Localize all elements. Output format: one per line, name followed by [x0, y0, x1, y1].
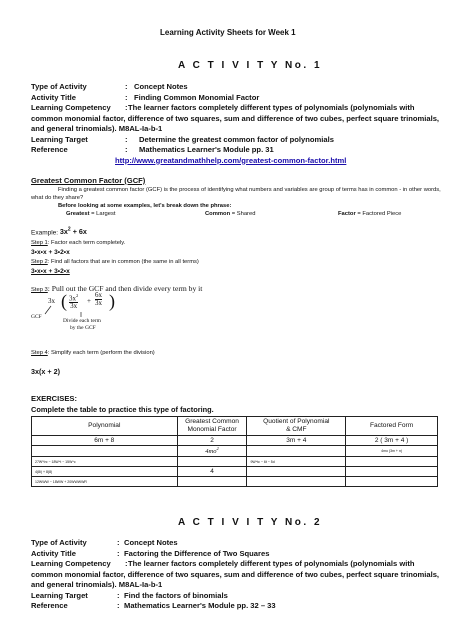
row-2-quotient[interactable]	[247, 446, 346, 457]
reference-colon: :	[117, 601, 120, 610]
figure-num-2: 6x	[95, 291, 102, 299]
reference-colon: :	[125, 145, 128, 154]
figure-num-1-exponent: 2	[76, 293, 79, 298]
figure-den-1: 3x	[70, 302, 78, 311]
gcf-heading: Greatest Common Factor (GCF)	[31, 176, 146, 185]
reference-label: Reference	[31, 601, 68, 610]
reference-label: Reference	[31, 145, 68, 154]
table-row	[32, 457, 438, 467]
row-1-quotient: 3m + 4	[247, 436, 346, 446]
step-3-text: : Pull out the GCF and then divide every term by it	[47, 284, 203, 293]
gcf-division-figure	[31, 288, 151, 338]
gcf-breakdown: Before looking at some examples, let's break down the phrase:	[58, 203, 232, 209]
target-label: Learning Target	[31, 134, 88, 144]
exercises-heading: EXERCISES:	[31, 394, 77, 403]
example-exponent: 2	[67, 227, 71, 233]
activity-2-heading: A C T I V I T Y No. 2	[178, 517, 322, 528]
exercises-instruction: Complete the table to practice this type of factoring.	[31, 405, 214, 414]
reference-value: Mathematics Learner's Module pp. 32 – 33	[124, 601, 276, 610]
title-label: Activity Title	[31, 92, 77, 102]
common-word: Common	[205, 211, 231, 217]
greatest-word: Greatest	[66, 211, 90, 217]
type-colon: :	[125, 82, 128, 91]
row-3-polynomial: 27W⁵t³c − 18W⁴t − 15W⁴c	[32, 457, 178, 467]
type-value: Concept Notes	[134, 82, 188, 91]
figure-right-paren: )	[109, 291, 115, 311]
exercise-table	[31, 416, 438, 487]
target-colon: :	[125, 134, 128, 144]
figure-left-paren: (	[61, 291, 67, 311]
step-2-expr: 3•x•x + 3•2•x	[31, 268, 70, 275]
activity-1-heading: A C T I V I T Y No. 1	[178, 60, 322, 71]
type-colon: :	[117, 538, 120, 547]
title-label: Activity Title	[31, 548, 77, 558]
figure-den-2: 3x	[95, 299, 102, 307]
factor-meaning: = Factored Piece	[357, 211, 402, 217]
row-2-polynomial[interactable]	[32, 446, 178, 457]
table-header-row	[32, 417, 438, 436]
table-row	[32, 467, 438, 477]
activity-1-meta	[31, 82, 446, 172]
figure-caption-1: Divide each term	[63, 318, 101, 324]
figure-plus: +	[87, 297, 91, 305]
step-1	[31, 240, 125, 246]
row-3-quotient: 9W⁴tc − 6t − 5d	[247, 457, 346, 467]
gcf-intro: Finding a greatest common factor (GCF) is the process of identifying what numbers and variables are group of terms has in common - in other words, what do they share?	[31, 187, 441, 201]
title-colon: :	[117, 548, 120, 558]
step-1-expr: 3•x•x + 3•2•x	[31, 249, 70, 256]
row-4-gcmf: 4	[177, 467, 247, 477]
row-2-gcmf: $4mo^2$	[177, 446, 247, 457]
reference-link[interactable]: http://www.greatandmathhelp.com/greatest-common-factor.html	[115, 155, 347, 165]
row-5-quotient[interactable]	[247, 477, 346, 487]
row-5-factored[interactable]	[346, 477, 438, 487]
competency-value: The learner factors completely different types of polynomials (polynomials with common monomial factor, difference of two squares, sum and difference of two cubes, perfect square trinomials, and general trinomials). M8AL-Ia-b-1	[31, 103, 440, 133]
title-value: Finding Common Monomial Factor	[134, 92, 260, 102]
example-expr-b: + 6x	[70, 227, 87, 237]
reference-value: Mathematics Learner's Module pp. 31	[139, 145, 274, 154]
type-value: Concept Notes	[124, 538, 178, 547]
header-factored-form: Factored Form	[346, 417, 438, 436]
title-value: Factoring the Difference of Two Squares	[124, 548, 270, 558]
step-1-label: Step 1	[31, 240, 48, 246]
target-label: Learning Target	[31, 590, 88, 600]
activity-2-meta	[31, 538, 446, 618]
figure-num-1: 3x	[69, 294, 76, 303]
example-label: Example:	[31, 229, 59, 237]
step-2-text: : Find all factors that are in common (the same in all terms)	[47, 259, 199, 265]
target-value: Determine the greatest common factor of polynomials	[139, 134, 334, 144]
step-2-label: Step 2	[31, 259, 48, 265]
type-label: Type of Activity	[31, 538, 87, 547]
table-row	[32, 436, 438, 446]
step-4	[31, 350, 155, 356]
figure-gcf-coefficient: 3x	[48, 297, 55, 305]
step-3-label: Step 3	[31, 287, 48, 293]
row-5-gcmf[interactable]	[177, 477, 247, 487]
example-expr-a: 3x	[59, 227, 68, 237]
row-2-factored: 4mo (3m + n)	[346, 446, 438, 457]
step-4-label: Step 4	[31, 350, 48, 356]
step-4-text: : Simplify each term (perform the division)	[47, 350, 155, 356]
step-2	[31, 259, 199, 265]
header-polynomial: Polynomial	[32, 417, 178, 436]
step-1-text: : Factor each term completely.	[47, 240, 126, 246]
sheet-title: Learning Activity Sheets for Week 1	[160, 28, 296, 37]
figure-caption-2: by the GCF	[70, 325, 96, 331]
competency-label: Learning Competency	[31, 559, 111, 568]
row-3-gcmf[interactable]	[177, 457, 247, 467]
common-def	[205, 211, 255, 217]
row-4-polynomial: 4(8i) + 8(8)	[32, 467, 178, 477]
factor-def	[338, 211, 401, 217]
type-label: Type of Activity	[31, 82, 87, 91]
figure-gcf-label: GCF	[31, 314, 42, 320]
competency-label: Learning Competency	[31, 103, 111, 112]
table-row	[32, 477, 438, 487]
competency-value: The learner factors completely different types of polynomials (polynomials with common monomial factor, difference of two squares, sum and difference of two cubes, perfect square trinomials, and general trinomials). M8AL-Ia-b-1	[31, 559, 440, 589]
row-2-gcmf-exponent: 2	[216, 446, 219, 452]
table-row	[32, 446, 438, 457]
row-5-polynomial: 12WWW − 18WW + 20WWWWR	[32, 477, 178, 487]
greatest-def	[66, 211, 116, 217]
row-1-polynomial: 6m + 8	[32, 436, 178, 446]
row-4-quotient[interactable]	[247, 467, 346, 477]
competency-colon: :	[125, 103, 128, 112]
target-colon: :	[117, 590, 120, 600]
gcf-answer: 3x(x + 2)	[31, 367, 60, 376]
common-meaning: = Shared	[231, 211, 256, 217]
row-3-factored[interactable]	[346, 457, 438, 467]
row-4-factored[interactable]	[346, 467, 438, 477]
factor-word: Factor	[338, 211, 356, 217]
example-line	[31, 227, 87, 236]
row-1-factored: 2 ( 3m + 4 )	[346, 436, 438, 446]
greatest-meaning: = Largest	[91, 211, 116, 217]
title-colon: :	[125, 92, 128, 102]
header-quotient: Quotient of Polynomial & CMF	[247, 417, 346, 436]
header-gcmf: Greatest Common Monomial Factor	[177, 417, 247, 436]
row-1-gcmf: 2	[177, 436, 247, 446]
target-value: Find the factors of binomials	[124, 590, 228, 600]
competency-colon: :	[125, 559, 128, 568]
